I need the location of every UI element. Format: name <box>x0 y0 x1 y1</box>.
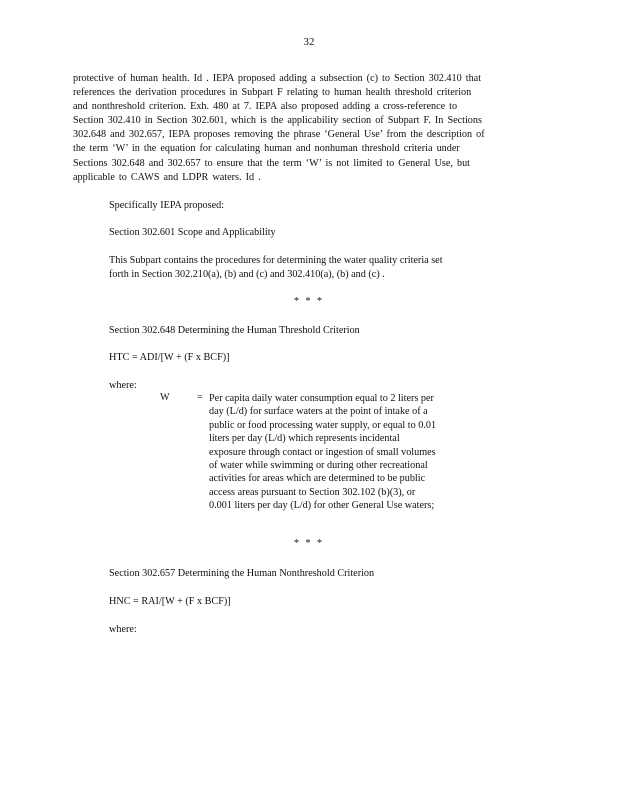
separator: * * * <box>294 538 324 549</box>
page-number: 32 <box>303 36 315 48</box>
htc-equation: HTC = ADI/[W + (F x BCF)] <box>109 352 230 363</box>
w-term: W <box>160 392 170 403</box>
w-definition <box>209 392 479 513</box>
section-601-line: forth in Section 302.210(a), (b) and (c) and 302.410(a), (b) and (c) . <box>109 269 385 280</box>
intro-line: Sections 302.648 and 302.657 to ensure that the term ‘W’ is not limited to General Use, but <box>73 157 470 169</box>
where-label: where: <box>109 624 137 635</box>
hnc-equation: HNC = RAI/[W + (F x BCF)] <box>109 596 231 607</box>
w-definition-line: 0.001 liters per day (L/d) for other General Use waters; <box>209 500 435 512</box>
intro-line: 302.648 and 302.657, IEPA proposes removing the phrase ‘General Use’ from the description of <box>73 129 485 141</box>
w-definition-line: liters per day (L/d) which represents incidental <box>209 433 400 445</box>
w-definition-line: Per capita daily water consumption equal to 2 liters per <box>209 393 434 404</box>
w-definition-line: day (L/d) for surface waters at the point of intake of a <box>209 406 428 418</box>
separator: * * * <box>294 296 324 307</box>
section-657-heading: Section 302.657 Determining the Human Nonthreshold Criterion <box>109 568 375 579</box>
section-601-line: This Subpart contains the procedures for determining the water quality criteria set <box>109 255 443 266</box>
w-definition-line: public or food processing water supply, or equal to 0.01 <box>209 419 437 431</box>
w-equals: = <box>197 392 203 403</box>
intro-line: Section 302.410 in Section 302.601, which is the applicability section of Subpart F. In Sections <box>73 115 482 127</box>
w-definition-line: of water while swimming or during other recreational <box>209 460 428 472</box>
w-definition-line: exposure through contact or ingestion of small volumes <box>209 446 436 458</box>
intro-paragraph <box>73 72 539 185</box>
where-label: where: <box>109 380 137 391</box>
intro-line: and nonthreshold criterion. Exh. 480 at 7. IEPA also proposed adding a cross-reference to <box>73 101 458 113</box>
section-601-heading: Section 302.601 Scope and Applicability <box>109 227 276 238</box>
intro-line: the term ‘W’ in the equation for calculating human and nonhuman threshold criteria under <box>73 143 460 155</box>
specifically-line: Specifically IEPA proposed: <box>109 200 225 211</box>
intro-line: references the derivation procedures in Subpart F relating to human health threshold criterion <box>73 87 472 99</box>
intro-line: protective of human health. Id . IEPA proposed adding a subsection (c) to Section 302.410 that <box>73 73 482 84</box>
section-601-text <box>109 254 443 282</box>
w-definition-line: access areas pursuant to Section 302.102 (b)(3), or <box>209 486 416 498</box>
intro-line: applicable to CAWS and LDPR waters. Id . <box>73 171 261 183</box>
w-definition-line: activities for areas which are determined to be public <box>209 473 426 485</box>
section-648-heading: Section 302.648 Determining the Human Threshold Criterion <box>109 325 360 336</box>
